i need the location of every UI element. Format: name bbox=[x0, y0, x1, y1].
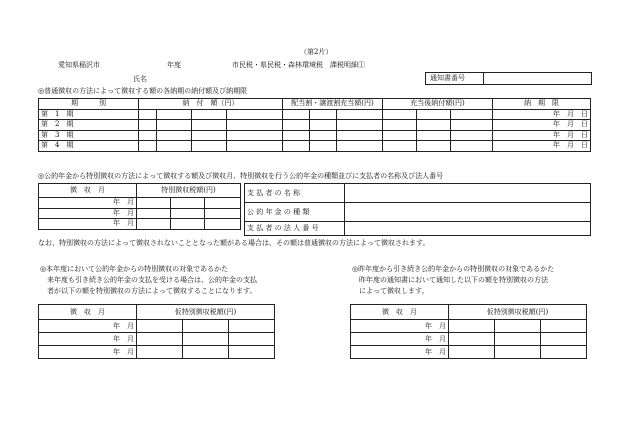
left-line-2: 来年度も引き続き公的年金の支払を受ける場合は、公的年金の支払 bbox=[40, 276, 257, 284]
name-label: 氏名 bbox=[133, 75, 147, 83]
pension-heading: ◎公的年金から特別徴収の方法によって徴収する額及び徴収月、特別徴収を行う公的年金の種類並びに支払者の名称及び法人番号 bbox=[38, 172, 444, 180]
ordinary-table bbox=[38, 98, 591, 152]
col-dividend: 配当割・譲渡割充当額(円) bbox=[283, 99, 383, 110]
left-line-1: ◎本年度において公的年金からの特別徴収の対象であるかた bbox=[40, 265, 229, 273]
right-line-3: によって徴収します。 bbox=[352, 287, 429, 295]
pension-month-table bbox=[38, 183, 241, 230]
deadline-cell: 年 月 日 bbox=[493, 130, 591, 141]
pension-type-label: 公 的 年 金 の 種 類 bbox=[245, 203, 345, 222]
table-row bbox=[39, 141, 591, 152]
deadline-cell: 年 月 日 bbox=[493, 141, 591, 152]
note-text: なお、特別徴収の方法によって徴収されないこととなった額がある場合は、その額は普通徴収の方法によって徴収されます。 bbox=[38, 239, 430, 247]
left-col-amount: 仮特別徴収税額(円) bbox=[137, 305, 275, 320]
month-cell: 年 月 bbox=[39, 320, 137, 333]
pension-payer-table bbox=[244, 183, 591, 236]
deadline-cell: 年 月 日 bbox=[493, 109, 591, 120]
col-amount: 納 付 額（円） bbox=[139, 99, 283, 110]
notice-number-box bbox=[425, 72, 592, 85]
month-cell: 年 月 bbox=[39, 198, 137, 209]
corp-number-label: 支 払 者 の 法 人 番 号 bbox=[245, 222, 345, 236]
page-label: （第2片） bbox=[300, 48, 333, 56]
month-cell: 年 月 bbox=[351, 346, 449, 359]
term-label: 第 2 期 bbox=[39, 120, 139, 131]
table-row bbox=[39, 109, 591, 120]
term-label: 第 4 期 bbox=[39, 141, 139, 152]
term-label: 第 3 期 bbox=[39, 130, 139, 141]
month-cell: 年 月 bbox=[39, 219, 137, 230]
right-provisional-table bbox=[350, 304, 587, 359]
ordinary-heading: ◎普通徴収の方法によって徴収する額の各納期の納付額及び納期限 bbox=[38, 87, 248, 95]
term-label: 第 1 期 bbox=[39, 109, 139, 120]
col-special-amount: 特別徴収税額(円) bbox=[137, 184, 241, 198]
payer-name-label: 支 払 者 の 名 称 bbox=[245, 184, 345, 203]
right-line-2: 昨年度の通知書において通知した以下の額を特別徴収の方法 bbox=[352, 276, 548, 284]
col-term: 期 別 bbox=[39, 99, 139, 110]
month-cell: 年 月 bbox=[351, 320, 449, 333]
right-col-month: 徴 収 月 bbox=[351, 305, 449, 320]
col-month: 徴 収 月 bbox=[39, 184, 137, 198]
month-cell: 年 月 bbox=[39, 346, 137, 359]
col-after: 充当後納付額(円) bbox=[383, 99, 493, 110]
month-cell: 年 月 bbox=[39, 333, 137, 346]
left-col-month: 徴 収 月 bbox=[39, 305, 137, 320]
fiscal-year: 年度 bbox=[167, 61, 181, 69]
month-cell: 年 月 bbox=[39, 208, 137, 219]
right-col-amount: 仮特別徴収税額(円) bbox=[449, 305, 587, 320]
notice-number-label: 通知書番号 bbox=[430, 74, 465, 82]
left-provisional-table bbox=[38, 304, 275, 359]
col-deadline: 納 期 限 bbox=[493, 99, 591, 110]
table-row bbox=[39, 130, 591, 141]
city-name: 愛知県稲沢市 bbox=[58, 61, 100, 69]
right-line-1: ◎昨年度から引き続き公的年金からの特別徴収の対象であるかた bbox=[352, 265, 555, 273]
tax-title: 市民税・県民税・森林環境税 課税明細① bbox=[232, 61, 365, 69]
table-row bbox=[39, 120, 591, 131]
left-line-3: 者が以下の額を特別徴収の方法によって徴収することになります。 bbox=[40, 287, 257, 295]
deadline-cell: 年 月 日 bbox=[493, 120, 591, 131]
month-cell: 年 月 bbox=[351, 333, 449, 346]
